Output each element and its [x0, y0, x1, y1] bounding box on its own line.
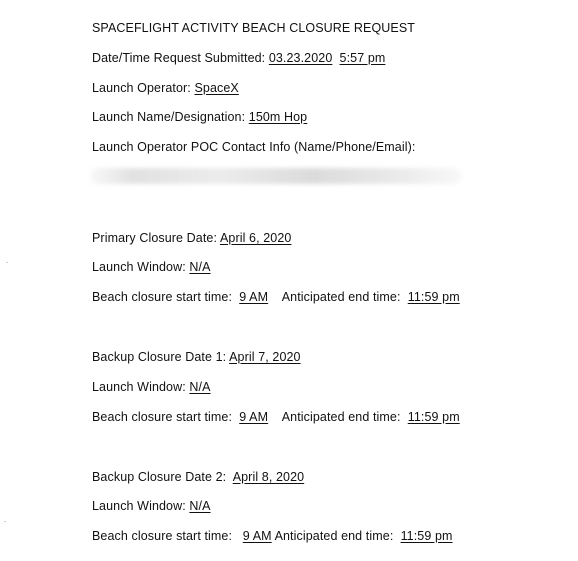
- primary-window-row: [92, 259, 211, 275]
- backup1-start-value: 9 AM: [239, 410, 269, 424]
- document-title-text: SPACEFLIGHT ACTIVITY BEACH CLOSURE REQUEST: [92, 21, 416, 35]
- poc-row: [92, 139, 415, 155]
- document-title: [92, 20, 415, 36]
- backup2-window-row: [92, 498, 211, 514]
- submitted-time: 5:57 pm: [339, 51, 386, 65]
- redacted-contact-info: [90, 168, 462, 184]
- backup1-date-value: April 7, 2020: [229, 350, 301, 364]
- primary-window-value: N/A: [189, 260, 211, 274]
- primary-start-label: Beach closure start time:: [92, 290, 233, 304]
- submitted-row: [92, 50, 385, 66]
- backup2-end-label: Anticipated end time:: [274, 529, 394, 543]
- backup2-start-label: Beach closure start time:: [92, 529, 233, 543]
- operator-row: [92, 80, 239, 96]
- backup2-date-value: April 8, 2020: [232, 470, 305, 484]
- backup2-date-label: Backup Closure Date 2:: [92, 470, 227, 484]
- launch-name-label: Launch Name/Designation:: [92, 110, 246, 124]
- backup2-start-value: 9 AM: [242, 529, 272, 543]
- backup1-window-row: [92, 379, 211, 395]
- primary-end-value: 11:59 pm: [407, 290, 460, 304]
- backup2-window-label: Launch Window:: [92, 499, 186, 513]
- backup1-window-value: N/A: [189, 380, 211, 394]
- backup1-window-label: Launch Window:: [92, 380, 186, 394]
- primary-times-row: [92, 289, 460, 305]
- submitted-date: 03.23.2020: [268, 51, 333, 65]
- backup1-end-label: Anticipated end time:: [281, 410, 401, 424]
- primary-end-label: Anticipated end time:: [281, 290, 401, 304]
- backup2-end-value: 11:59 pm: [400, 529, 453, 543]
- primary-window-label: Launch Window:: [92, 260, 186, 274]
- primary-date-value: April 6, 2020: [219, 231, 292, 245]
- backup2-window-value: N/A: [189, 499, 211, 513]
- backup2-times-row: [92, 528, 453, 544]
- submitted-label: Date/Time Request Submitted:: [92, 51, 266, 65]
- primary-date-row: [92, 230, 291, 246]
- backup1-end-value: 11:59 pm: [407, 410, 460, 424]
- poc-label: Launch Operator POC Contact Info (Name/Phone/Email):: [92, 140, 416, 154]
- primary-start-value: 9 AM: [239, 290, 269, 304]
- primary-date-label: Primary Closure Date:: [92, 231, 218, 245]
- scan-speck: [4, 521, 6, 522]
- operator-label: Launch Operator:: [92, 81, 191, 95]
- backup2-date-row: [92, 469, 304, 485]
- operator-value: SpaceX: [194, 81, 239, 95]
- launch-name-value: 150m Hop: [248, 110, 308, 124]
- scan-speck: [6, 262, 8, 263]
- backup1-times-row: [92, 409, 460, 425]
- backup1-date-row: [92, 349, 301, 365]
- backup1-start-label: Beach closure start time:: [92, 410, 233, 424]
- launch-name-row: [92, 109, 307, 125]
- backup1-date-label: Backup Closure Date 1:: [92, 350, 227, 364]
